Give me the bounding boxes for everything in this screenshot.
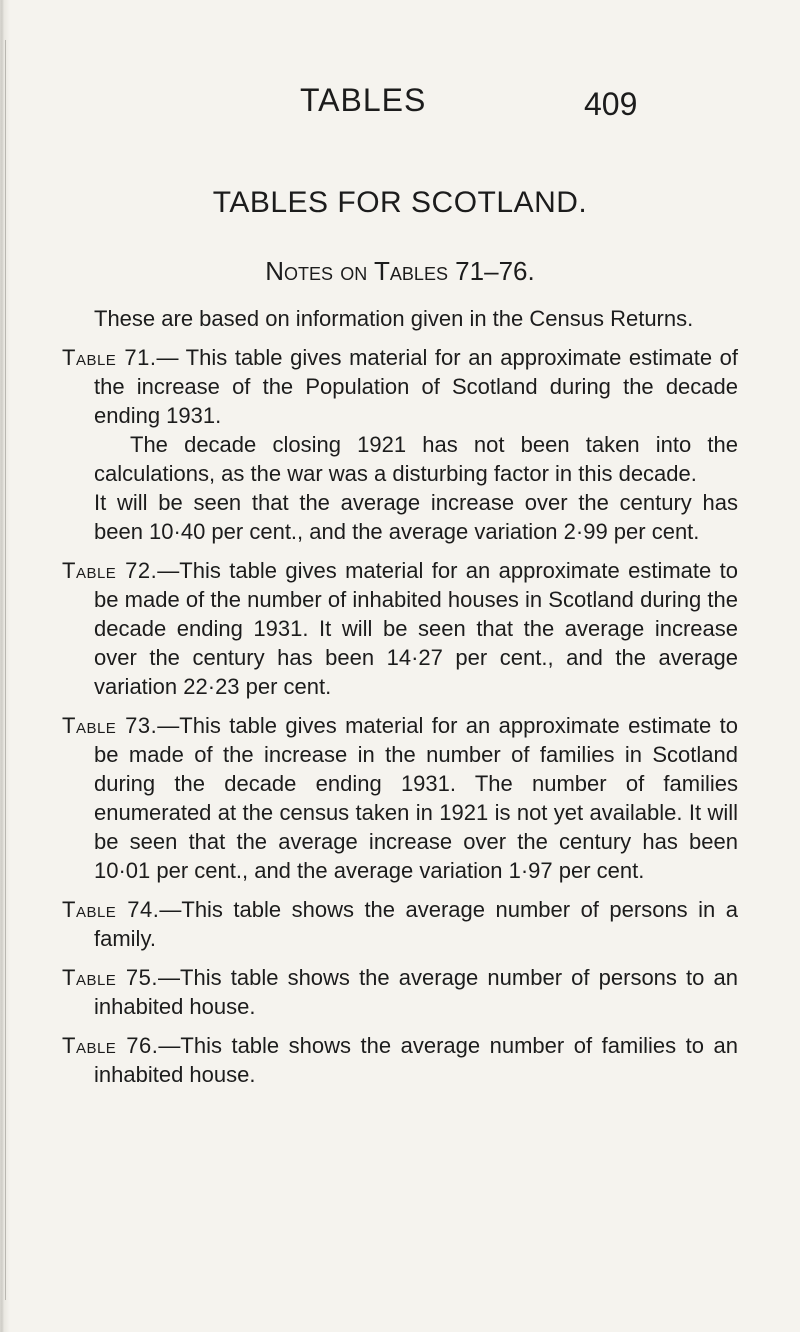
- table-71-paragraph-3: It will be seen that the average increase over the century has been 10·40 per cent., and the average variation 2·99 per cent.: [94, 490, 738, 544]
- table-74-paragraph: [62, 895, 738, 953]
- table-75-paragraph: [62, 963, 739, 1021]
- page-edge-line: [5, 40, 6, 1300]
- table-75-note: [62, 963, 738, 1021]
- running-header: [0, 82, 800, 122]
- intro-paragraph: These are based on information given in the Census Returns.: [94, 306, 694, 331]
- table-71-paragraph-2: The decade closing 1921 has not been taken into the calculations, as the war was a disturbing factor in this decade.: [94, 432, 738, 486]
- table-75-text: —This table shows the average number of persons to an inhabited house.: [94, 965, 739, 1019]
- table-74-text: —This table shows the average number of persons in a family.: [94, 897, 738, 951]
- table-72-label: Table 72.: [62, 558, 158, 583]
- table-74-note: [62, 895, 738, 953]
- table-73-label: Table 73.: [62, 713, 158, 738]
- notes-title: Notes on Tables 71–76.: [265, 256, 535, 286]
- table-72-note: [62, 556, 738, 701]
- table-76-paragraph: [62, 1031, 738, 1089]
- table-76-label: Table 76.: [62, 1033, 159, 1058]
- running-title: TABLES: [300, 82, 427, 118]
- table-75-label: Table 75.: [62, 965, 159, 990]
- table-71-note: [62, 343, 738, 546]
- table-72-paragraph: [62, 556, 738, 701]
- table-76-note: [62, 1031, 738, 1089]
- table-71-text: — This table gives material for an approximate estimate of the increase of the Population of Scotland during the decade ending 1931.: [94, 345, 739, 428]
- table-73-paragraph: [62, 711, 738, 885]
- page-number: 409: [584, 86, 638, 122]
- table-73-text: —This table gives material for an approximate estimate to be made of the increase in the number of families in Scotland during the decade ending 1931. The number of families enumerated at the census taken in 1921 is not yet available. It will be seen that the average increase over the century has been 10·01 per cent., and the average variation 1·97 per cent.: [94, 713, 738, 883]
- table-74-label: Table 74.: [62, 897, 160, 922]
- section-title: TABLES FOR SCOTLAND.: [212, 186, 588, 219]
- table-76-text: —This table shows the average number of families to an inhabited house.: [94, 1033, 738, 1087]
- notes-content: [62, 304, 738, 1099]
- table-73-note: [62, 711, 738, 885]
- table-72-text: —This table gives material for an approximate estimate to be made of the number of inhabited houses in Scotland during the decade ending 1931. It will be seen that the average increase over the century has been 14·27 per cent., and the average variation 22·23 per cent.: [94, 558, 738, 699]
- table-71-label: Table 71.: [62, 345, 157, 370]
- table-71-first-paragraph: [62, 343, 739, 430]
